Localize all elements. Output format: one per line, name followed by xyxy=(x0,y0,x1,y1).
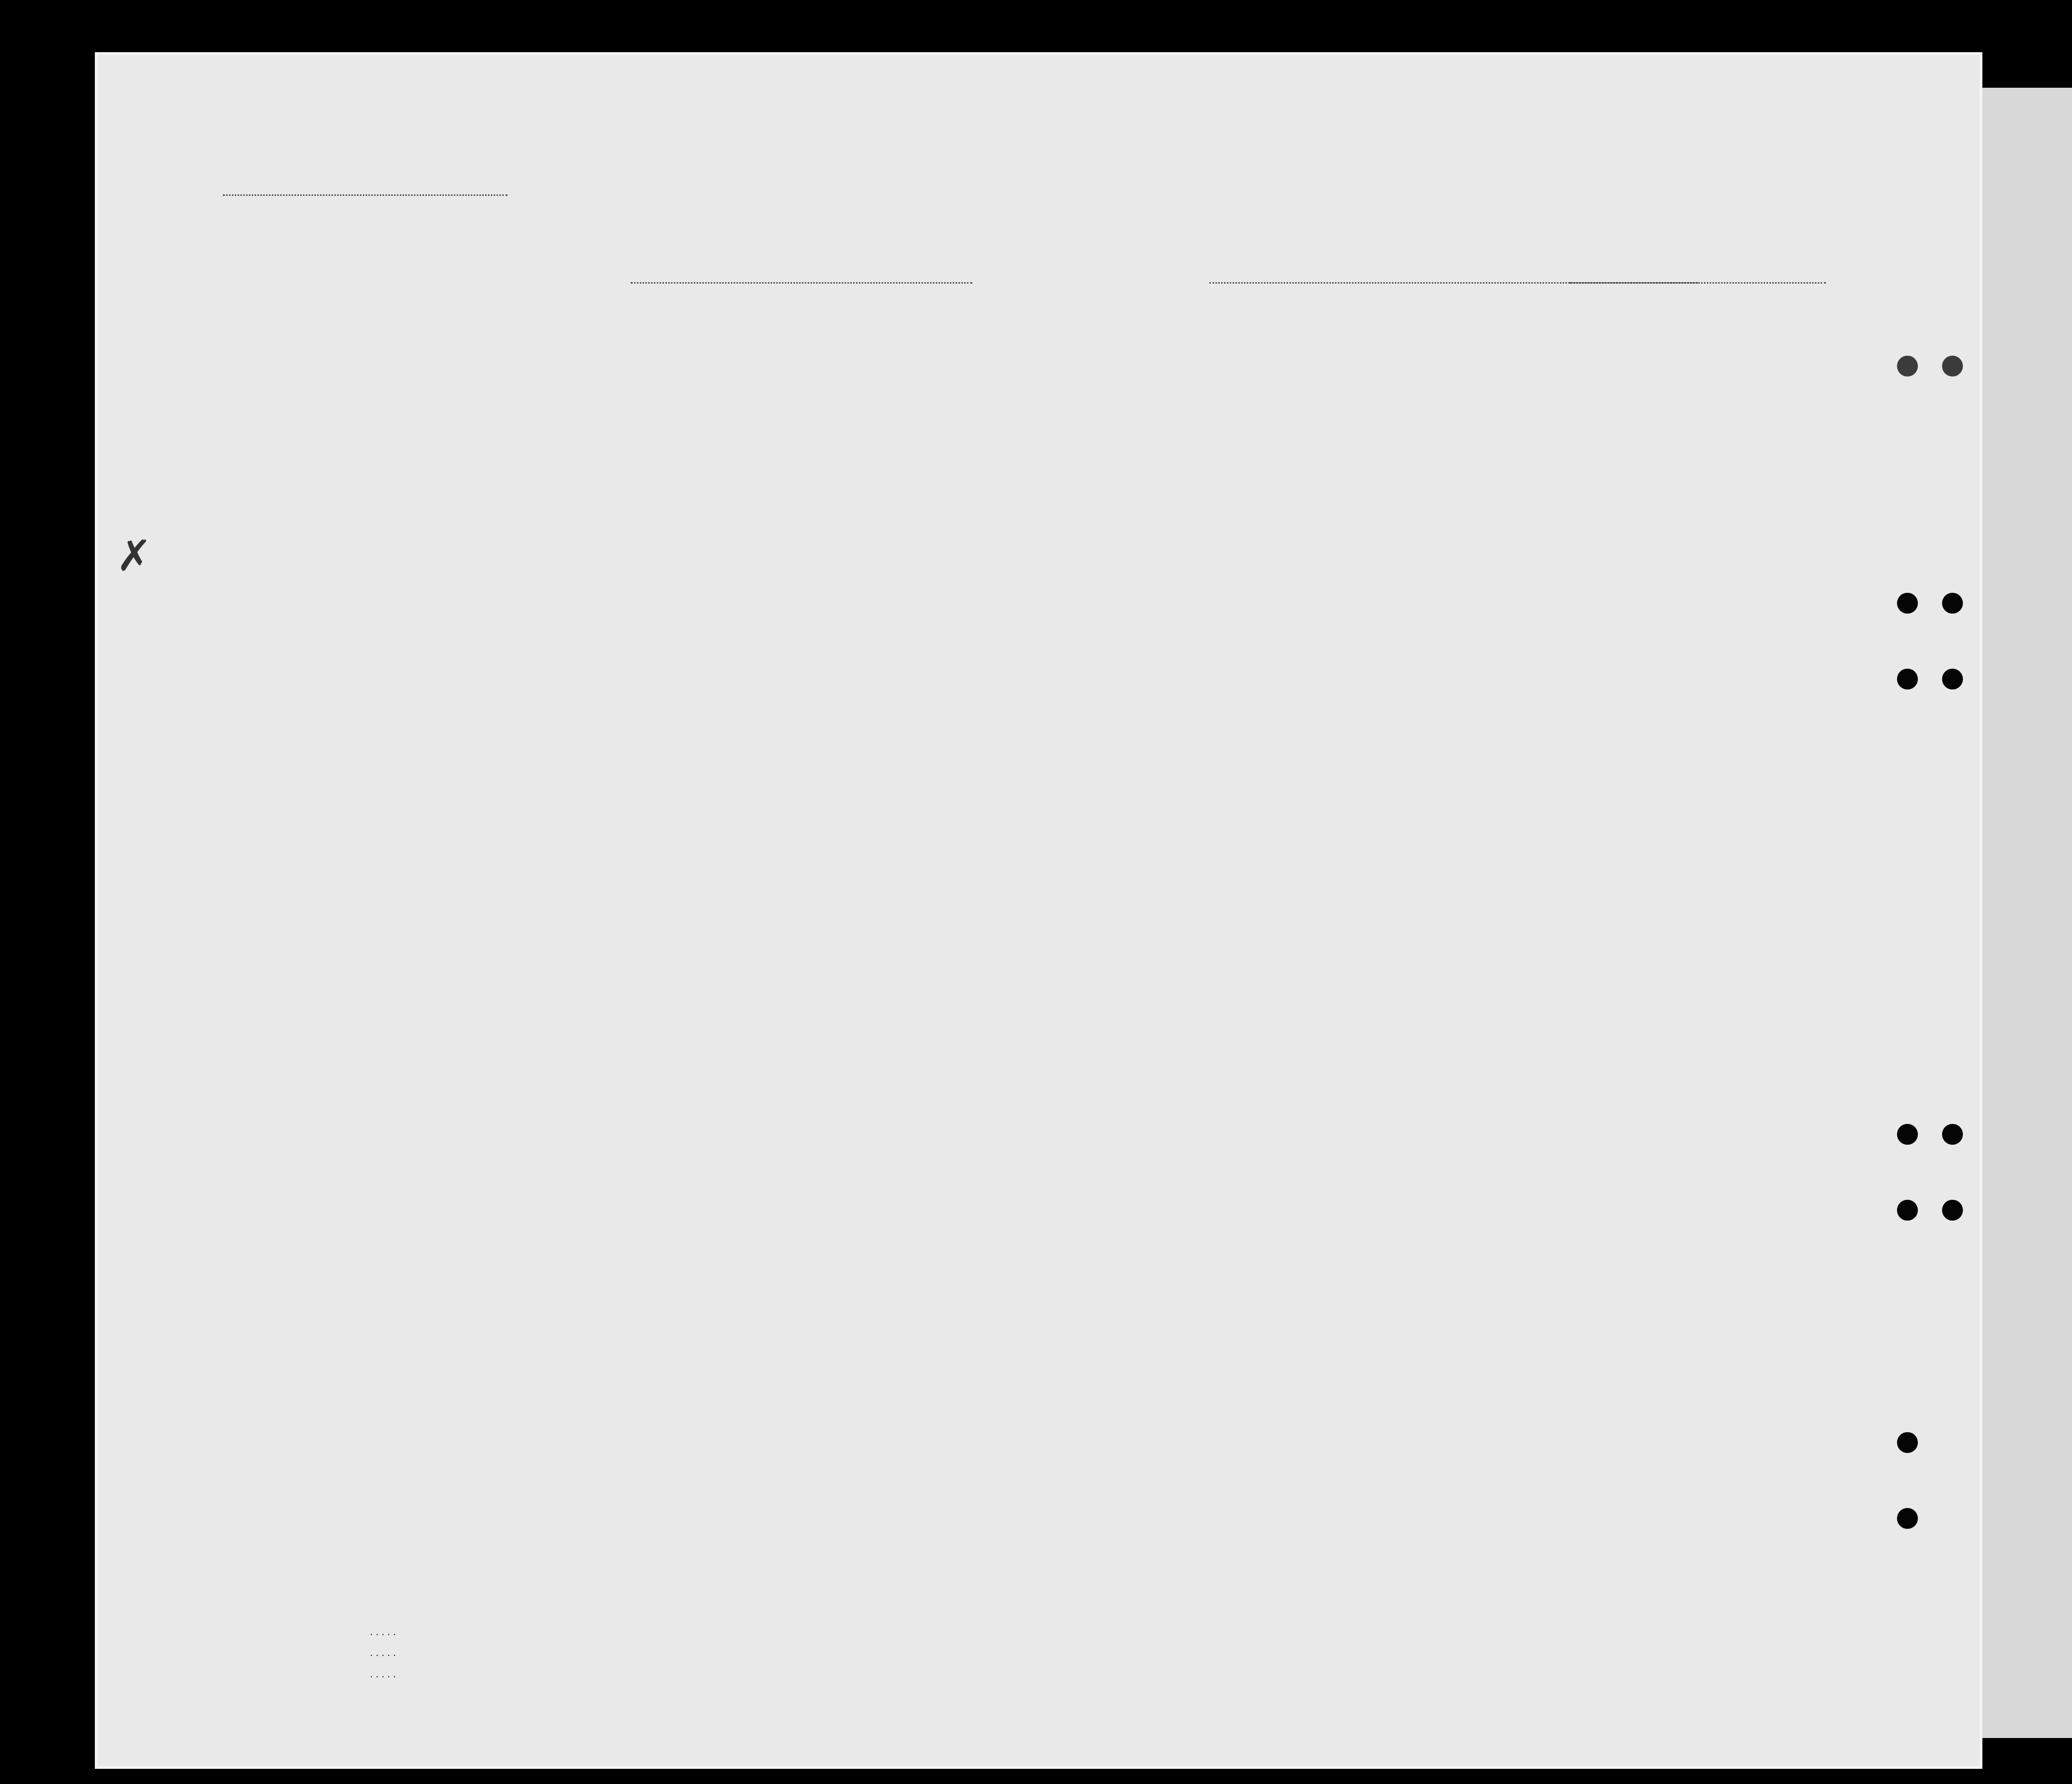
manifest-sheet xyxy=(95,52,1982,1769)
total-dots: . . . . . xyxy=(370,1626,396,1637)
binder-hole xyxy=(1897,356,1918,377)
binder-hole xyxy=(1942,593,1963,614)
binder-hole xyxy=(1942,1124,1963,1145)
binder-hole xyxy=(1897,1508,1918,1529)
binder-hole xyxy=(1897,593,1918,614)
binder-hole xyxy=(1942,1200,1963,1221)
cross-mark: ✗ xyxy=(116,531,152,581)
binder-hole xyxy=(1897,669,1918,690)
binder-hole xyxy=(1897,1200,1918,1221)
binder-hole xyxy=(1897,1124,1918,1145)
binder-hole xyxy=(1942,669,1963,690)
manifest-grid xyxy=(95,52,1982,1769)
aliens-dots: . . . . . xyxy=(370,1668,396,1680)
binder-hole xyxy=(1942,356,1963,377)
binder-hole xyxy=(1897,1432,1918,1453)
citizens-dots: . . . . . xyxy=(370,1646,396,1658)
